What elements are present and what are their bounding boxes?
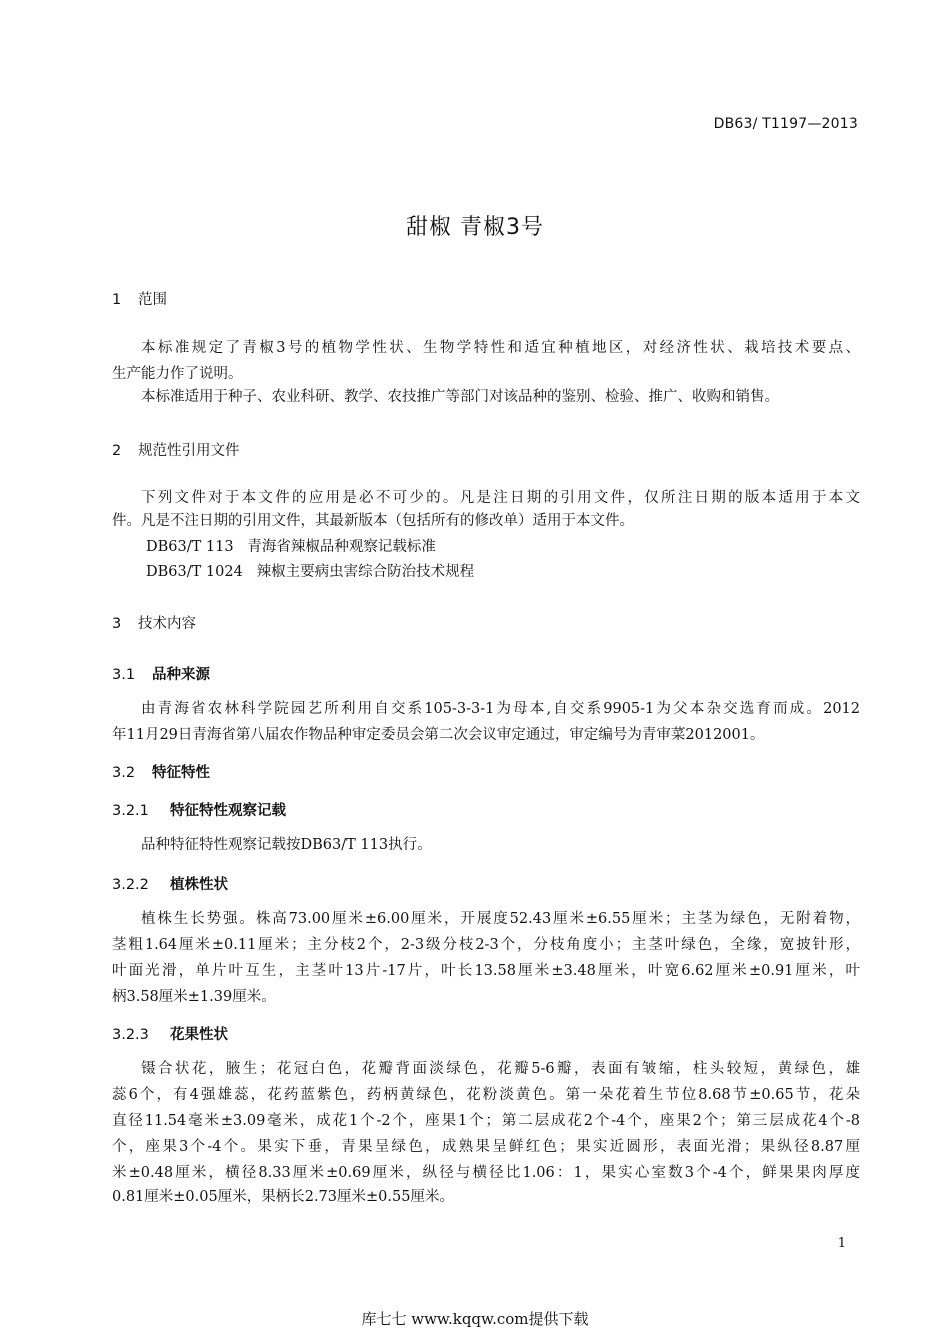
paragraph-line: 生产能力作了说明。 bbox=[112, 366, 243, 382]
reference-item bbox=[146, 534, 436, 560]
paragraph-line: 叶面光滑，单片叶互生，主茎叶13片-17片，叶长13.58厘米±3.48厘米，叶宽6.62厘米±0.91厘米，叶 bbox=[112, 963, 860, 979]
section-title: 技术内容 bbox=[138, 616, 196, 632]
section-title: 花果性状 bbox=[170, 1027, 228, 1043]
page-number: 1 bbox=[837, 1236, 846, 1251]
section-title: 植株性状 bbox=[170, 877, 228, 893]
section-3-2-1-heading bbox=[112, 799, 286, 820]
paragraph-line: 品种特征特性观察记载按DB63/T 113执行。 bbox=[141, 837, 432, 853]
section-title: 特征特性 bbox=[152, 765, 210, 781]
section-title: 特征特性观察记载 bbox=[170, 803, 286, 819]
paragraph-line: 下列文件对于本文件的应用是必不可少的。凡是注日期的引用文件，仅所注日期的版本适用于本文 bbox=[141, 490, 860, 506]
section-number: 3.2.1 bbox=[112, 803, 149, 819]
page-title: 甜椒 青椒3号 bbox=[406, 215, 544, 240]
paragraph-line: 柄3.58厘米±1.39厘米。 bbox=[112, 989, 276, 1005]
section-3-1-heading bbox=[112, 663, 210, 684]
section-number: 2 bbox=[112, 443, 122, 459]
paragraph-line: 年11月29日青海省第八届农作物品种审定委员会第二次会议审定通过，审定编号为青审菜2012001。 bbox=[112, 727, 765, 743]
section-number: 3.1 bbox=[112, 667, 136, 683]
section-number: 3.2 bbox=[112, 765, 136, 781]
reference-name: 青海省辣椒品种观察记载标准 bbox=[247, 539, 436, 555]
paragraph-line: 由青海省农林科学院园艺所利用自交系105-3-3-1为母本,自交系9905-1为父本杂交选育而成。2012 bbox=[141, 701, 860, 717]
paragraph-line: 米±0.48厘米，横径8.33厘米±0.69厘米，纵径与横径比1.06：1，果实心室数3个-4个，鲜果果肉厚度 bbox=[112, 1165, 860, 1181]
paragraph-line: 植株生长势强。株高73.00厘米±6.00厘米，开展度52.43厘米±6.55厘米；主茎为绿色，无附着物， bbox=[141, 911, 860, 927]
section-number: 1 bbox=[112, 292, 122, 308]
section-title: 品种来源 bbox=[152, 667, 210, 683]
section-2-heading bbox=[112, 439, 240, 460]
paragraph-line: 蕊6个，有4强雄蕊，花药蓝紫色，药柄黄绿色，花粉淡黄色。第一朵花着生节位8.68节±0.65节，花朵 bbox=[112, 1087, 860, 1103]
standard-code: DB63/ T1197—2013 bbox=[713, 116, 858, 132]
reference-name: 辣椒主要病虫害综合防治技术规程 bbox=[256, 564, 475, 580]
reference-item bbox=[146, 559, 474, 585]
paragraph-line: 个，座果3个-4个。果实下垂，青果呈绿色，成熟果呈鲜红色；果实近圆形，表面光滑；果纵径8.87厘 bbox=[112, 1139, 860, 1155]
reference-code: DB63/T 1024 bbox=[146, 564, 243, 580]
paragraph-line: 件。凡是不注日期的引用文件，其最新版本（包括所有的修改单）适用于本文件。 bbox=[112, 513, 634, 529]
paragraph-line: 本标准规定了青椒3号的植物学性状、生物学特性和适宜种植地区，对经济性状、栽培技术要点、 bbox=[141, 340, 860, 356]
section-number: 3 bbox=[112, 616, 122, 632]
paragraph-line: 茎粗1.64厘米±0.11厘米；主分枝2个，2-3级分枝2-3个，分枝角度小；主茎叶绿色，全缘，宽披针形， bbox=[112, 937, 860, 953]
section-title: 规范性引用文件 bbox=[138, 443, 240, 459]
paragraph-line: 镊合状花，腋生；花冠白色，花瓣背面淡绿色，花瓣5-6瓣，表面有皱缩，柱头较短，黄绿色，雄 bbox=[141, 1061, 860, 1077]
section-1-heading bbox=[112, 288, 167, 309]
section-number: 3.2.3 bbox=[112, 1027, 149, 1043]
reference-code: DB63/T 113 bbox=[146, 539, 234, 555]
section-3-2-2-heading bbox=[112, 873, 228, 894]
section-3-heading bbox=[112, 612, 196, 633]
section-title: 范围 bbox=[138, 292, 167, 308]
paragraph-line: 0.81厘米±0.05厘米，果柄长2.73厘米±0.55厘米。 bbox=[112, 1189, 454, 1205]
paragraph-line: 直径11.54毫米±3.09毫米，成花1个-2个，座果1个；第二层成花2个-4个，座果2个；第三层成花4个-8 bbox=[112, 1113, 860, 1129]
section-number: 3.2.2 bbox=[112, 877, 149, 893]
section-3-2-3-heading bbox=[112, 1023, 228, 1044]
paragraph-line: 本标准适用于种子、农业科研、教学、农技推广等部门对该品种的鉴别、检验、推广、收购和销售。 bbox=[141, 389, 779, 405]
section-3-2-heading bbox=[112, 761, 210, 782]
download-footer: 库七七 www.kqqw.com提供下载 bbox=[361, 1310, 589, 1328]
